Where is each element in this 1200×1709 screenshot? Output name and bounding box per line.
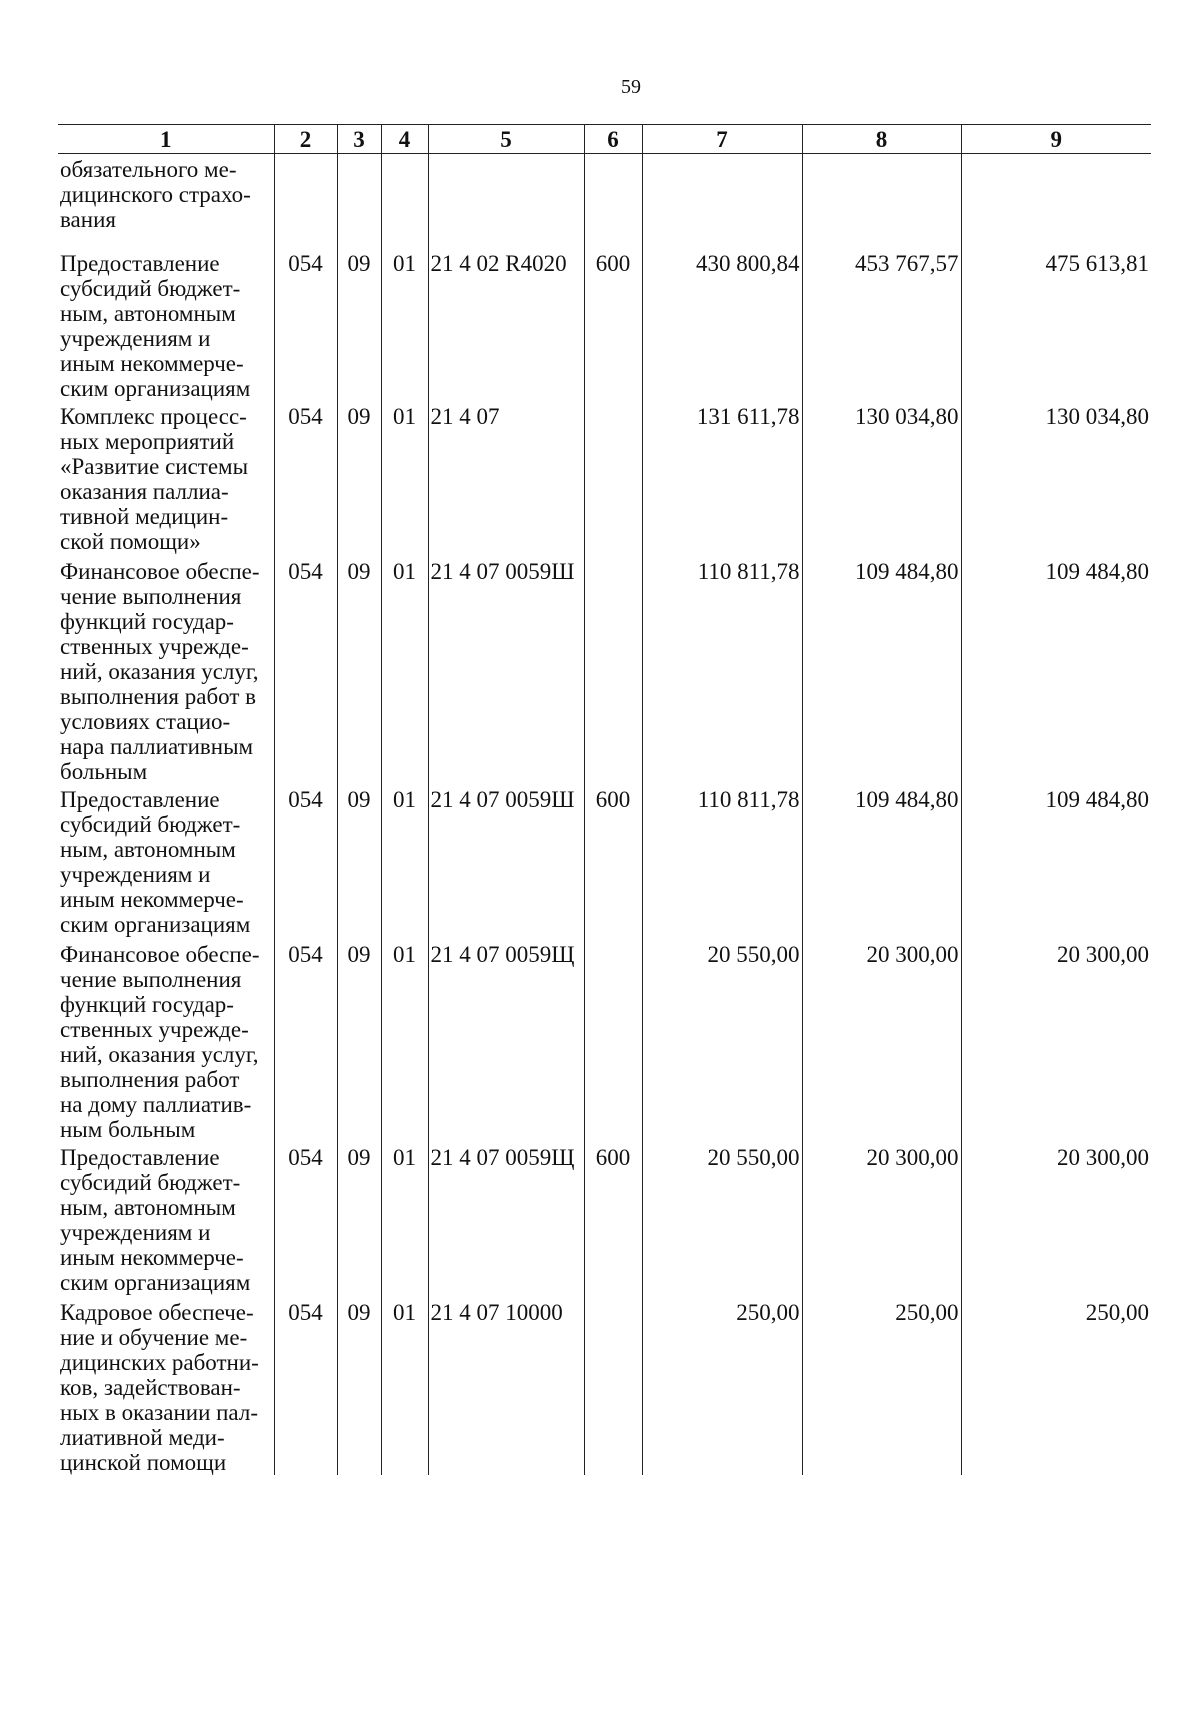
cell-expense-type: [584, 556, 642, 784]
item-name-line: ским организациям: [60, 375, 251, 401]
cell-amount-year-1: [642, 154, 802, 248]
item-name-line: ским организациям: [60, 1269, 251, 1295]
header-col-7: 7: [642, 125, 802, 154]
header-col-6: 6: [584, 125, 642, 154]
item-name-line: ний, оказания услуг,: [60, 658, 259, 684]
table-row: [58, 784, 1151, 939]
item-name-line: «Развитие системы: [60, 453, 249, 479]
cell-subsection: 01: [381, 784, 428, 939]
cell-amount-year-1: 250,00: [642, 1297, 802, 1475]
cell-subsection: 01: [381, 1297, 428, 1475]
cell-amount-year-3: [961, 154, 1151, 248]
cell-subsection: [381, 154, 428, 248]
item-name-line: ным больным: [60, 1116, 196, 1142]
cell-item-name: [58, 248, 274, 401]
cell-ministry-code: [274, 154, 337, 248]
cell-expense-type: 600: [584, 784, 642, 939]
cell-expense-type: [584, 939, 642, 1142]
cell-ministry-code: 054: [274, 401, 337, 556]
item-name-line: функций государ-: [60, 991, 234, 1017]
cell-subsection: 01: [381, 556, 428, 784]
cell-amount-year-2: 109 484,80: [802, 784, 961, 939]
cell-subsection: 01: [381, 401, 428, 556]
cell-item-name: [58, 939, 274, 1142]
item-name-line: ственных учрежде-: [60, 633, 249, 659]
cell-expense-type: [584, 154, 642, 248]
header-row: [58, 125, 1151, 154]
cell-amount-year-1: 110 811,78: [642, 784, 802, 939]
cell-section: 09: [337, 939, 381, 1142]
cell-expense-type: 600: [584, 1142, 642, 1297]
cell-item-name: [58, 1297, 274, 1475]
cell-target-article: 21 4 07: [428, 401, 584, 556]
header-col-4: 4: [381, 125, 428, 154]
cell-subsection: 01: [381, 939, 428, 1142]
item-name-line: субсидий бюджет-: [60, 275, 241, 301]
cell-target-article: [428, 154, 584, 248]
cell-amount-year-2: 130 034,80: [802, 401, 961, 556]
header-col-9: 9: [961, 125, 1151, 154]
item-name-line: функций государ-: [60, 608, 234, 634]
item-name-line: нара паллиативным: [60, 733, 254, 759]
item-name-line: учреждениям и: [60, 325, 211, 351]
cell-section: [337, 154, 381, 248]
item-name-line: ственных учрежде-: [60, 1016, 249, 1042]
cell-target-article: 21 4 07 10000: [428, 1297, 584, 1475]
item-name-line: Комплекс процесс-: [60, 403, 247, 429]
item-name-line: ний, оказания услуг,: [60, 1041, 259, 1067]
header-col-3: 3: [337, 125, 381, 154]
cell-amount-year-2: 109 484,80: [802, 556, 961, 784]
cell-subsection: 01: [381, 248, 428, 401]
cell-amount-year-2: 20 300,00: [802, 939, 961, 1142]
cell-amount-year-1: 110 811,78: [642, 556, 802, 784]
item-name-line: ков, задействован-: [60, 1374, 241, 1400]
table-row: [58, 556, 1151, 784]
budget-table: [58, 124, 1151, 1475]
item-name-line: дицинского страхо-: [60, 182, 251, 207]
cell-section: 09: [337, 1142, 381, 1297]
cell-target-article: 21 4 02 R4020: [428, 248, 584, 401]
cell-amount-year-3: 475 613,81: [961, 248, 1151, 401]
item-name-line: ных в оказании пал-: [60, 1399, 258, 1425]
item-name-line: ным, автономным: [60, 836, 236, 862]
table-header: [58, 125, 1151, 154]
cell-ministry-code: 054: [274, 784, 337, 939]
cell-amount-year-1: 430 800,84: [642, 248, 802, 401]
item-name-line: иным некоммерче-: [60, 350, 244, 376]
item-name-line: тивной медицин-: [60, 503, 229, 529]
item-name-line: ным, автономным: [60, 1194, 236, 1220]
item-name-line: лиативной меди-: [60, 1424, 225, 1450]
cell-amount-year-3: 20 300,00: [961, 939, 1151, 1142]
table-body: [58, 154, 1151, 1475]
cell-target-article: 21 4 07 0059Щ: [428, 939, 584, 1142]
cell-section: 09: [337, 556, 381, 784]
cell-item-name: [58, 556, 274, 784]
item-name-line: учреждениям и: [60, 861, 211, 887]
item-name-line: субсидий бюджет-: [60, 811, 241, 837]
cell-amount-year-2: [802, 154, 961, 248]
cell-ministry-code: 054: [274, 939, 337, 1142]
item-name-line: ных мероприятий: [60, 428, 235, 454]
header-col-8: 8: [802, 125, 961, 154]
table-row: [58, 154, 1151, 248]
item-name-line: Предоставление: [60, 250, 220, 276]
item-name-line: оказания паллиа-: [60, 478, 229, 504]
table-row: [58, 248, 1151, 401]
cell-target-article: 21 4 07 0059Щ: [428, 1142, 584, 1297]
cell-ministry-code: 054: [274, 1297, 337, 1475]
cell-item-name: [58, 401, 274, 556]
item-name-line: учреждениям и: [60, 1219, 211, 1245]
cell-amount-year-2: 453 767,57: [802, 248, 961, 401]
header-col-5: 5: [428, 125, 584, 154]
table-row: [58, 1297, 1151, 1475]
item-name-line: иным некоммерче-: [60, 1244, 244, 1270]
item-name-line: цинской помощи: [60, 1449, 227, 1475]
item-name-line: ским организациям: [60, 911, 251, 937]
item-name-line: иным некоммерче-: [60, 886, 244, 912]
header-col-2: 2: [274, 125, 337, 154]
cell-section: 09: [337, 1297, 381, 1475]
cell-amount-year-3: 130 034,80: [961, 401, 1151, 556]
cell-expense-type: 600: [584, 248, 642, 401]
cell-ministry-code: 054: [274, 248, 337, 401]
cell-amount-year-1: 20 550,00: [642, 1142, 802, 1297]
cell-amount-year-1: 131 611,78: [642, 401, 802, 556]
cell-amount-year-1: 20 550,00: [642, 939, 802, 1142]
cell-expense-type: [584, 1297, 642, 1475]
item-name-line: ние и обучение ме-: [60, 1324, 248, 1350]
item-name-line: Предоставление: [60, 786, 220, 812]
header-col-1: 1: [58, 125, 274, 154]
cell-amount-year-3: 109 484,80: [961, 784, 1151, 939]
cell-ministry-code: 054: [274, 1142, 337, 1297]
table-row: [58, 401, 1151, 556]
item-name-line: выполнения работ в: [60, 683, 257, 709]
item-name-line: дицинских работни-: [60, 1349, 259, 1375]
cell-item-name: [58, 1142, 274, 1297]
item-name-line: субсидий бюджет-: [60, 1169, 241, 1195]
cell-expense-type: [584, 401, 642, 556]
item-name-line: Кадровое обеспече-: [60, 1299, 254, 1325]
cell-amount-year-3: 109 484,80: [961, 556, 1151, 784]
cell-section: 09: [337, 248, 381, 401]
item-name-line: выполнения работ: [60, 1066, 240, 1092]
item-name-line: чение выполнения: [60, 583, 242, 609]
item-name-line: больным: [60, 758, 148, 784]
item-name-line: на дому паллиатив-: [60, 1091, 252, 1117]
item-name-line: ской помощи»: [60, 528, 201, 554]
item-name-line: Финансовое обеспе-: [60, 558, 260, 584]
cell-item-name: [58, 154, 274, 248]
item-name-line: условиях стацио-: [60, 708, 231, 734]
cell-amount-year-2: 250,00: [802, 1297, 961, 1475]
cell-target-article: 21 4 07 0059Ш: [428, 784, 584, 939]
item-name-line: вания: [60, 207, 116, 232]
cell-target-article: 21 4 07 0059Ш: [428, 556, 584, 784]
cell-amount-year-3: 20 300,00: [961, 1142, 1151, 1297]
item-name-line: обязательного ме-: [60, 157, 237, 182]
item-name-line: Предоставление: [60, 1144, 220, 1170]
cell-section: 09: [337, 401, 381, 556]
item-name-line: ным, автономным: [60, 300, 236, 326]
item-name-line: Финансовое обеспе-: [60, 941, 260, 967]
cell-amount-year-3: 250,00: [961, 1297, 1151, 1475]
table-row: [58, 939, 1151, 1142]
cell-ministry-code: 054: [274, 556, 337, 784]
item-name-line: чение выполнения: [60, 966, 242, 992]
cell-subsection: 01: [381, 1142, 428, 1297]
page-number: 59: [621, 76, 641, 98]
cell-amount-year-2: 20 300,00: [802, 1142, 961, 1297]
table-row: [58, 1142, 1151, 1297]
cell-section: 09: [337, 784, 381, 939]
cell-item-name: [58, 784, 274, 939]
